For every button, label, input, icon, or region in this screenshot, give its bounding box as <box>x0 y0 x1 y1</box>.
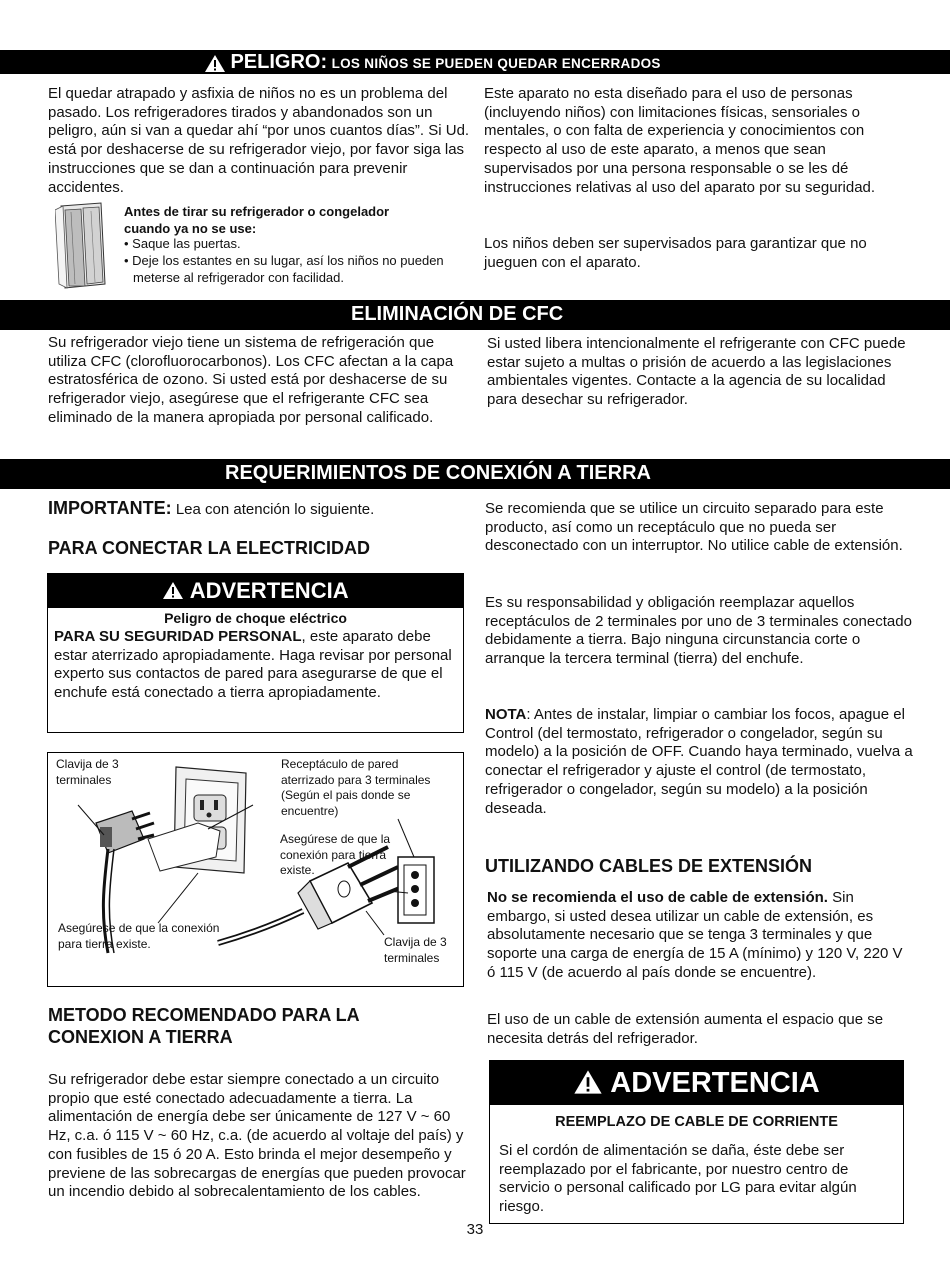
para-conectar-heading: PARA CONECTAR LA ELECTRICIDAD <box>48 538 370 558</box>
advertencia-2-text: Si el cordón de alimentación se daña, éste debe ser reemplazado por el fabricante, por nuestro centro de servicio o personal calificado por LG para evitar algún riesgo. <box>499 1142 857 1216</box>
tierra-title: REQUERIMIENTOS DE CONEXIÓN A TIERRA <box>225 462 651 484</box>
advertencia-1-bold: PARA SU SEGURIDAD PERSONAL <box>54 628 302 645</box>
peligro-box-item-1: • Saque las puertas. <box>124 236 241 251</box>
extension-paragraph <box>487 889 912 983</box>
advertencia-box-1 <box>47 573 464 733</box>
peligro-heading <box>204 51 661 74</box>
advertencia-2-subtitle: REEMPLAZO DE CABLE DE CORRIENTE <box>555 1114 838 1130</box>
cfc-title: ELIMINACIÓN DE CFC <box>351 303 564 325</box>
advertencia-1-header <box>48 574 463 608</box>
tierra-banner <box>0 459 950 489</box>
label-clavija-bottom: Clavija de 3 terminales <box>384 935 447 965</box>
warning-icon <box>204 54 226 73</box>
label-receptaculo: Receptáculo de pared aterrizado para 3 terminales (Según el pais donde se encuentre) <box>281 757 431 818</box>
nota-paragraph <box>485 706 915 818</box>
label-asegurese-top: Asegúrese de que la conexión para tierra existe. <box>280 832 391 877</box>
cfc-banner <box>0 300 950 330</box>
warning-icon <box>573 1069 603 1095</box>
nota-text: : Antes de instalar, limpiar o cambiar los focos, apague el Control (del termostato, refrigerador o congelador, según su modelo) a la posición de OFF. Cuando haya terminado, vuelva a conectar el refrigerador y ajuste el control (de termostato, refrigerador o congelador, según su modelo) a la posición deseada. <box>485 706 913 817</box>
grounding-diagram <box>47 752 464 987</box>
peligro-subtitle: LOS NIÑOS SE PUEDEN QUEDAR ENCERRADOS <box>331 56 661 71</box>
metodo-heading: METODO RECOMENDADO PARA LA CONEXION A TIERRA <box>48 1005 360 1047</box>
tierra-right-paragraph-2: Es su responsabilidad y obligación reemplazar aquellos receptáculos de 2 terminales por uno de 3 terminales conectado debidamente a tierra. Bajo ninguna circunstancia corte o arranque la tercera terminal (tierra) del enchufe. <box>485 594 912 668</box>
importante-text: Lea con atención lo siguiente. <box>171 501 375 518</box>
peligro-box-title: Antes de tirar su refrigerador o congelador cuando ya no se use: <box>124 204 390 236</box>
extension-bold: No se recomienda el uso de cable de extensión. <box>487 889 828 906</box>
peligro-banner <box>0 50 950 74</box>
extension-paragraph-2: El uso de un cable de extensión aumenta el espacio que se necesita detrás del refrigerador. <box>487 1011 884 1047</box>
peligro-box-item-2: • Deje los estantes en su lugar, así los niños no pueden meterse al refrigerador con facilidad. <box>124 253 444 285</box>
extension-text: Sin embargo, si usted desea utilizar un cable de extensión, es absolutamente necesario que se tenga 3 terminales y que soporte una carga de energía de 15 A (mínimo) y 120 V, 220 V ó 115 V (de acuerdo al país donde se encuentre). <box>487 889 903 981</box>
metodo-paragraph: Su refrigerador debe estar siempre conectado a un circuito propio que esté conectado adecuadamente a tierra. La alimentación de energía debe ser únicamente de 127 V ~ 60 Hz, c.a. ó 115 V ~ 60 Hz, c.a. (de acuerdo al voltaje del país) y con fusibles de 15 ó 20 A. Esto brinda el mejor desempeño y previene de las sobrecargas de energías que pueden provocar un incendio debido al sobrecalentamiento de los cables. <box>48 1071 466 1201</box>
label-clavija-top: Clavija de 3 terminales <box>56 757 119 787</box>
advertencia-1-text <box>54 628 459 703</box>
advertencia-2-header <box>490 1061 903 1105</box>
peligro-title: PELIGRO: <box>230 51 328 73</box>
advertencia-box-2 <box>489 1060 904 1224</box>
cfc-right-paragraph: Si usted libera intencionalmente el refrigerante con CFC puede estar sujeto a multas o prisión de acuerdo a las legislaciones ambientales vigentes. Contacte a la agencia de su localidad para desechar su refrigerador. <box>487 335 906 409</box>
advertencia-1-title: ADVERTENCIA <box>189 578 349 603</box>
importante-line <box>48 498 374 519</box>
advertencia-1-subtitle: Peligro de choque eléctrico <box>164 610 347 626</box>
importante-label: IMPORTANTE: <box>48 498 172 518</box>
label-asegurese-bottom: Asegúrese de que la conexión para tierra existe. <box>58 921 220 951</box>
peligro-right-paragraph-2: Los niños deben ser supervisados para garantizar que no jueguen con el aparato. <box>484 235 867 271</box>
advertencia-1-body: , este aparato debe estar aterrizado apropiadamente. Haga revisar por personal experto sus contactos de pared para asegurarse de que el enchufe está conectado a tierra apropiadamente. <box>54 628 452 702</box>
nota-label: NOTA <box>485 706 527 723</box>
refrigerator-illustration <box>55 200 113 290</box>
advertencia-2-title: ADVERTENCIA <box>610 1067 820 1099</box>
cfc-left-paragraph: Su refrigerador viejo tiene un sistema de refrigeración que utiliza CFC (clorofluorocarbonos). Los CFC afectan a la capa estratosférica de ozono. Si usted está por deshacerse de su refrigerador viejo, asegúrese que el refrigerante CFC sea eliminado de la manera apropiada por personal calificado. <box>48 334 454 426</box>
peligro-right-paragraph-1: Este aparato no esta diseñado para el uso de personas (incluyendo niños) con limitaciones físicas, sensoriales o mentales, o con falta de experiencia y conocimientos con respecto al uso de este aparato, a menos que sean supervisados por una persona responsable o se les dé instrucciones relativas al uso del aparato por su seguridad. <box>484 85 876 196</box>
utilizando-heading: UTILIZANDO CABLES DE EXTENSIÓN <box>485 856 813 876</box>
peligro-left-paragraph: El quedar atrapado y asfixia de niños no es un problema del pasado. Los refrigeradores tirados y abandonados son un peligro, aún si van a quedar ahí “por unos cuantos días”. Si Ud. está por deshacerse de su refrigerador viejo, por favor siga las instrucciones que se dan a continuación para prevenir accidentes. <box>48 85 470 196</box>
page-number: 33 <box>466 1221 484 1238</box>
tierra-right-paragraph-1: Se recomienda que se utilice un circuito separado para este producto, así como un receptáculo que no pueda ser desconectado con un interruptor. No utilice cable de extensión. <box>485 500 903 555</box>
warning-icon <box>162 581 184 600</box>
